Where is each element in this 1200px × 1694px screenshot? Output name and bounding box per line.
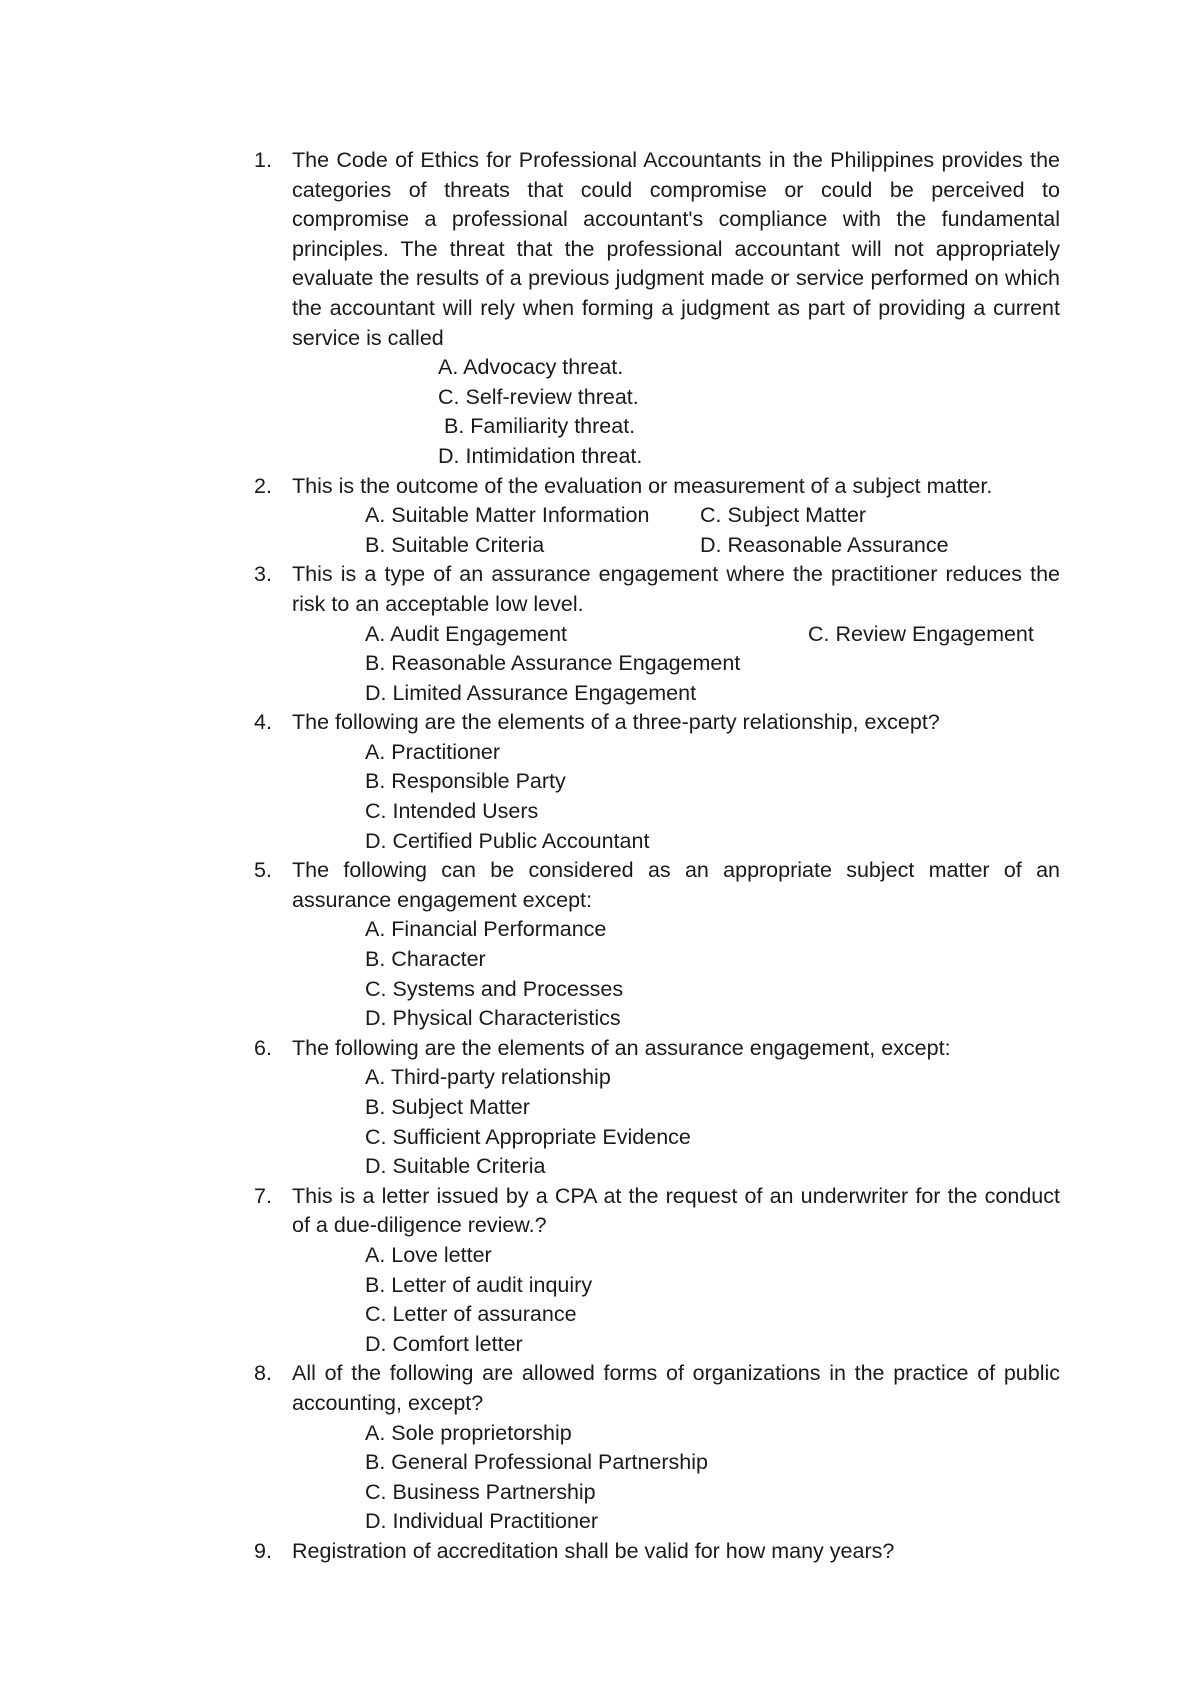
option-d: D. Suitable Criteria [365,1154,546,1179]
option-b: B. Letter of audit inquiry [365,1272,593,1297]
option-row [292,501,1060,531]
option-a: A. Financial Performance [365,917,607,942]
question-number: 3. [254,562,272,587]
question-number: 1. [254,148,272,172]
option-b: B. General Professional Partnership [365,1450,708,1475]
question-number: 8. [254,1361,272,1386]
question-7 [254,1182,1060,1360]
option-b: B. Reasonable Assurance Engagement [365,651,741,676]
question-text: The following can be considered as an appropriate subject matter of an assurance engagement except: [292,858,1060,912]
option-c: C. Letter of assurance [365,1302,577,1327]
question-text: This is a type of an assurance engagement where the practitioner reduces the risk to an acceptable low level. [292,562,1060,616]
option-c: C. Review Engagement [808,621,1034,646]
option-b: B. Subject Matter [365,1095,530,1119]
option-c: C. Business Partnership [365,1479,596,1504]
option-a: A. Sole proprietorship [365,1420,572,1445]
question-2 [254,472,1060,561]
question-4 [254,708,1060,856]
question-number: 5. [254,858,272,883]
question-text: The Code of Ethics for Professional Accountants in the Philippines provides the categories of threats that could compromise or could be perceived to compromise a professional accountant's compliance with the fundamental principles. The threat that the professional accountant will not appropriately evaluate the results of a previous judgment made or service performed on which the accountant will rely when forming a judgment as part of providing a current service is called [292,148,1060,350]
question-1 [254,146,1060,472]
option-d: D. Physical Characteristics [365,1006,621,1031]
option-a: A. Love letter [365,1242,492,1267]
option-a: A. Audit Engagement [365,621,568,646]
option-d: D. Intimidation threat. [438,443,643,468]
option-row [292,531,1060,561]
question-text: This is a letter issued by a CPA at the request of an underwriter for the conduct of a due-diligence review.? [292,1183,1060,1238]
option-b: B. Character [365,947,486,972]
option-b: B. Familiarity threat. [444,414,636,439]
question-5 [254,856,1060,1034]
option-d: D. Certified Public Accountant [365,828,650,853]
option-d: D. Comfort letter [365,1331,523,1356]
option-d: D. Reasonable Assurance [700,532,949,557]
option-a: A. Practitioner [365,739,501,764]
option-d: D. Individual Practitioner [365,1509,599,1534]
question-text: All of the following are allowed forms of organizations in the practice of public accounting, except? [292,1361,1060,1415]
question-3 [254,560,1060,708]
question-number: 4. [254,710,272,735]
question-number: 9. [254,1538,272,1563]
option-b: B. Suitable Criteria [365,532,545,557]
question-text: Registration of accreditation shall be valid for how many years? [292,1538,895,1563]
question-6 [254,1034,1060,1182]
question-number: 2. [254,473,272,498]
option-d: D. Limited Assurance Engagement [365,680,697,705]
option-a: A. Advocacy threat. [438,355,624,380]
option-a: A. Suitable Matter Information [365,503,650,528]
option-b: B. Responsible Party [365,769,566,794]
option-c: C. Systems and Processes [365,976,624,1001]
option-c: C. Sufficient Appropriate Evidence [365,1124,691,1149]
option-row [292,620,1060,650]
option-c: C. Self-review threat. [438,384,639,409]
question-text: This is the outcome of the evaluation or measurement of a subject matter. [292,473,993,498]
option-c: C. Intended Users [365,799,539,824]
question-list [254,146,1060,1567]
option-c: C. Subject Matter [700,503,867,528]
question-number: 7. [254,1183,272,1208]
question-8 [254,1359,1060,1537]
question-text: The following are the elements of an assurance engagement, except: [292,1035,951,1060]
question-number: 6. [254,1035,272,1060]
option-a: A. Third-party relationship [365,1065,611,1090]
question-text: The following are the elements of a three-party relationship, except? [292,710,940,735]
question-9 [254,1537,1060,1567]
